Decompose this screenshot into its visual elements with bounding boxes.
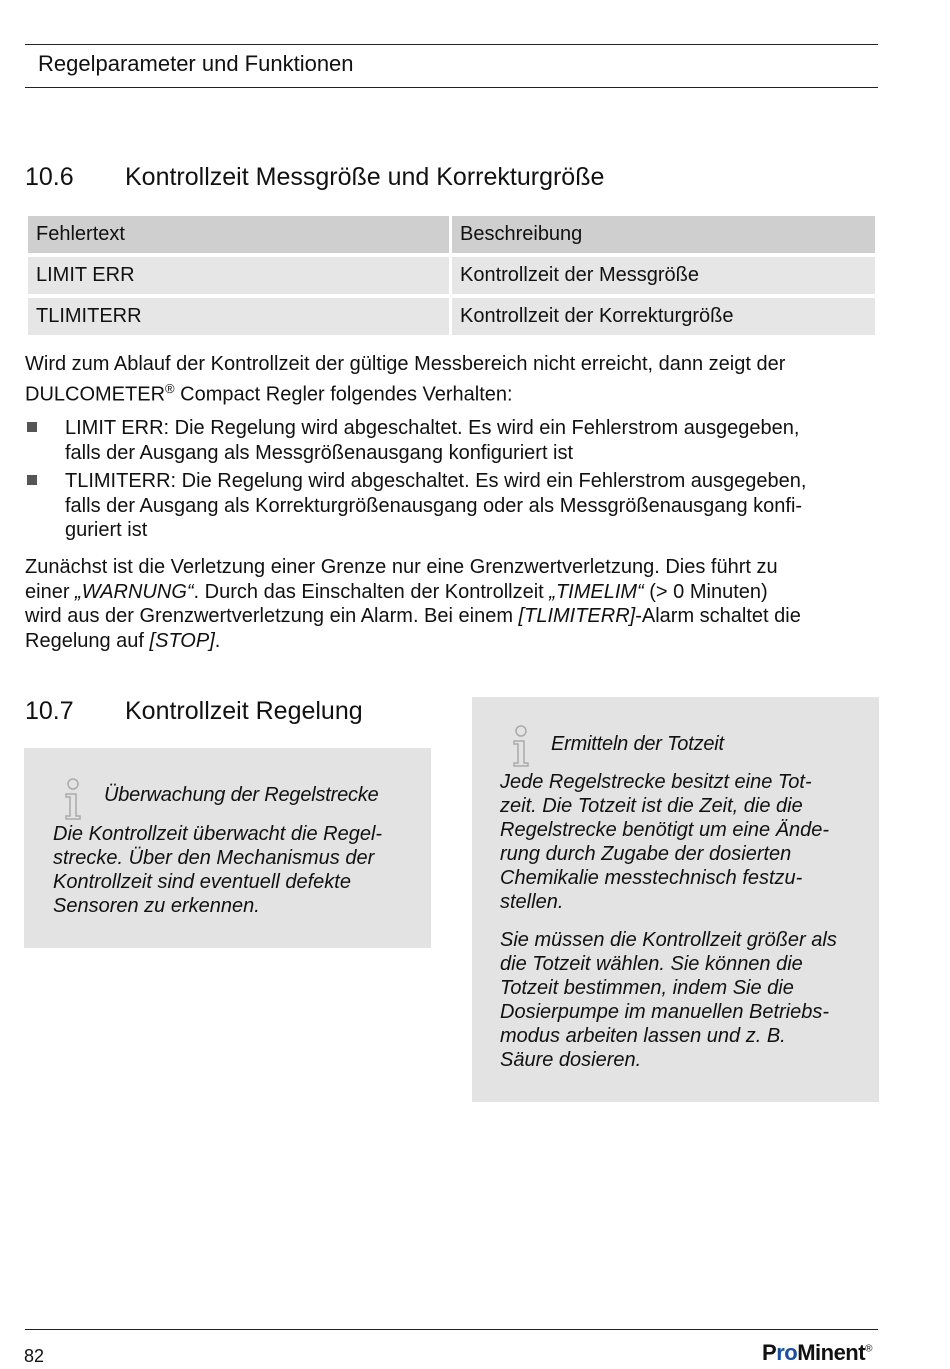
list-item (65, 416, 875, 465)
info-box-text (500, 770, 875, 1072)
list-item (65, 469, 875, 543)
table-row (28, 298, 875, 335)
page-number: 82 (24, 1346, 45, 1366)
logo-registered-mark: ® (865, 1343, 872, 1355)
header-bottom-rule (25, 87, 878, 88)
list-item-text: Die Regelung wird abgeschaltet. Es wird ein Fehlerstrom ausgegeben, (176, 470, 807, 492)
paragraph-gap (500, 914, 875, 928)
logo-letter: P (762, 1340, 777, 1365)
section-title: Kontrollzeit Regelung (125, 697, 363, 725)
list-item-line: guriert ist (65, 519, 148, 541)
list-item-line (65, 469, 875, 494)
bullet-square-icon (27, 422, 37, 432)
section-number: 10.6 (25, 163, 74, 191)
timelim-term: „TIMELIM“ (549, 580, 644, 603)
registered-mark: ® (165, 380, 175, 396)
section-number: 10.7 (25, 697, 74, 725)
text-line: Regelstrecke benötigt um eine Ände- (500, 819, 830, 841)
list-item-text: Die Regelung wird abgeschaltet. Es wird ein Fehlerstrom ausgegeben, (169, 417, 800, 439)
paragraph-line: Zunächst ist die Verletzung einer Grenze nur eine Grenzwertverletzung. Dies führt zu (25, 556, 778, 578)
text-run: einer (25, 580, 76, 603)
intro-line: Wird zum Ablauf der Kontrollzeit der gültige Messbereich nicht erreicht, dann zeigt der (25, 353, 786, 375)
info-box-left (24, 748, 431, 948)
header-top-rule (25, 44, 878, 45)
intro-line (25, 377, 875, 407)
error-table (25, 212, 878, 339)
table-cell: LIMIT ERR (28, 257, 449, 294)
closing-paragraph (25, 555, 875, 653)
info-icon (61, 778, 85, 822)
table-header-cell: Fehlertext (28, 216, 449, 253)
stop-term: [STOP] (149, 629, 215, 652)
footer-rule (25, 1329, 878, 1330)
text-line: rung durch Zugabe der dosierten (500, 843, 792, 865)
section-heading-10-7 (25, 697, 465, 729)
table-cell: Kontrollzeit der Korrekturgröße (452, 298, 875, 335)
paragraph-line (25, 580, 875, 605)
bullet-square-icon (27, 475, 37, 485)
text-run: wird aus der Grenzwertverletzung ein Alarm. Bei einem (25, 605, 519, 627)
table-cell: Kontrollzeit der Messgröße (452, 257, 875, 294)
list-item-line (65, 416, 875, 441)
info-box-text (53, 822, 423, 918)
tlimiterr-term: [TLIMITERR] (518, 605, 636, 627)
list-item-term: TLIMITERR: (65, 470, 177, 492)
running-header: Regelparameter und Funktionen (38, 51, 354, 76)
paragraph-line (25, 604, 875, 629)
info-icon (509, 725, 533, 769)
text-line: Kontrollzeit sind eventuell defekte (53, 871, 351, 893)
text-line: Sensoren zu erkennen. (53, 895, 260, 917)
prominent-logo (762, 1340, 872, 1366)
text-line: Jede Regelstrecke besitzt eine Tot- (500, 771, 812, 793)
paragraph-line (25, 629, 875, 654)
list-item-line: falls der Ausgang als Messgrößenausgang konfiguriert ist (65, 441, 574, 464)
info-box-right (472, 697, 879, 1102)
text-run: (> 0 Minuten) (643, 580, 768, 603)
product-name: DULCOMETER (25, 383, 166, 406)
text-line: Säure dosieren. (500, 1049, 642, 1071)
text-run: -Alarm schaltet die (635, 605, 801, 627)
logo-text: Minent (797, 1340, 866, 1365)
text-run: Regelung auf (25, 629, 150, 652)
text-line: zeit. Die Totzeit ist die Zeit, die die (500, 795, 803, 817)
text-line: die Totzeit wählen. Sie können die (500, 953, 803, 975)
text-line: Die Kontrollzeit überwacht die Regel- (53, 823, 383, 845)
section-heading-10-6 (25, 163, 875, 195)
text-run: . Durch das Einschalten der Kontrollzeit (193, 580, 550, 603)
text-line: Sie müssen die Kontrollzeit größer als (500, 929, 837, 951)
text-line: Totzeit bestimmen, indem Sie die (500, 977, 794, 999)
table-row (28, 257, 875, 294)
text-line: Dosierpumpe im manuellen Betriebs- (500, 1001, 830, 1023)
text-run: . (214, 629, 221, 652)
text-line: stellen. (500, 891, 564, 913)
text-line: strecke. Über den Mechanismus der (53, 847, 375, 869)
table-header-row (28, 216, 875, 253)
list-item-line: falls der Ausgang als Korrekturgrößenausgang oder als Messgrößenausgang konfi- (65, 494, 803, 517)
info-box-title: Ermitteln der Totzeit (551, 733, 724, 755)
intro-paragraph (25, 352, 875, 407)
info-box-title: Überwachung der Regelstrecke (104, 784, 379, 806)
table-header-cell: Beschreibung (452, 216, 875, 253)
table-cell: TLIMITERR (28, 298, 449, 335)
intro-text: Compact Regler folgendes Verhalten: (174, 383, 513, 406)
warning-term: „WARNUNG“ (75, 580, 194, 603)
list-item-term: LIMIT ERR: (65, 417, 170, 439)
text-line: modus arbeiten lassen und z. B. (500, 1025, 786, 1047)
logo-accent: ro (776, 1340, 798, 1365)
text-line: Chemikalie messtechnisch festzu- (500, 867, 803, 889)
section-title: Kontrollzeit Messgröße und Korrekturgröße (125, 163, 605, 191)
